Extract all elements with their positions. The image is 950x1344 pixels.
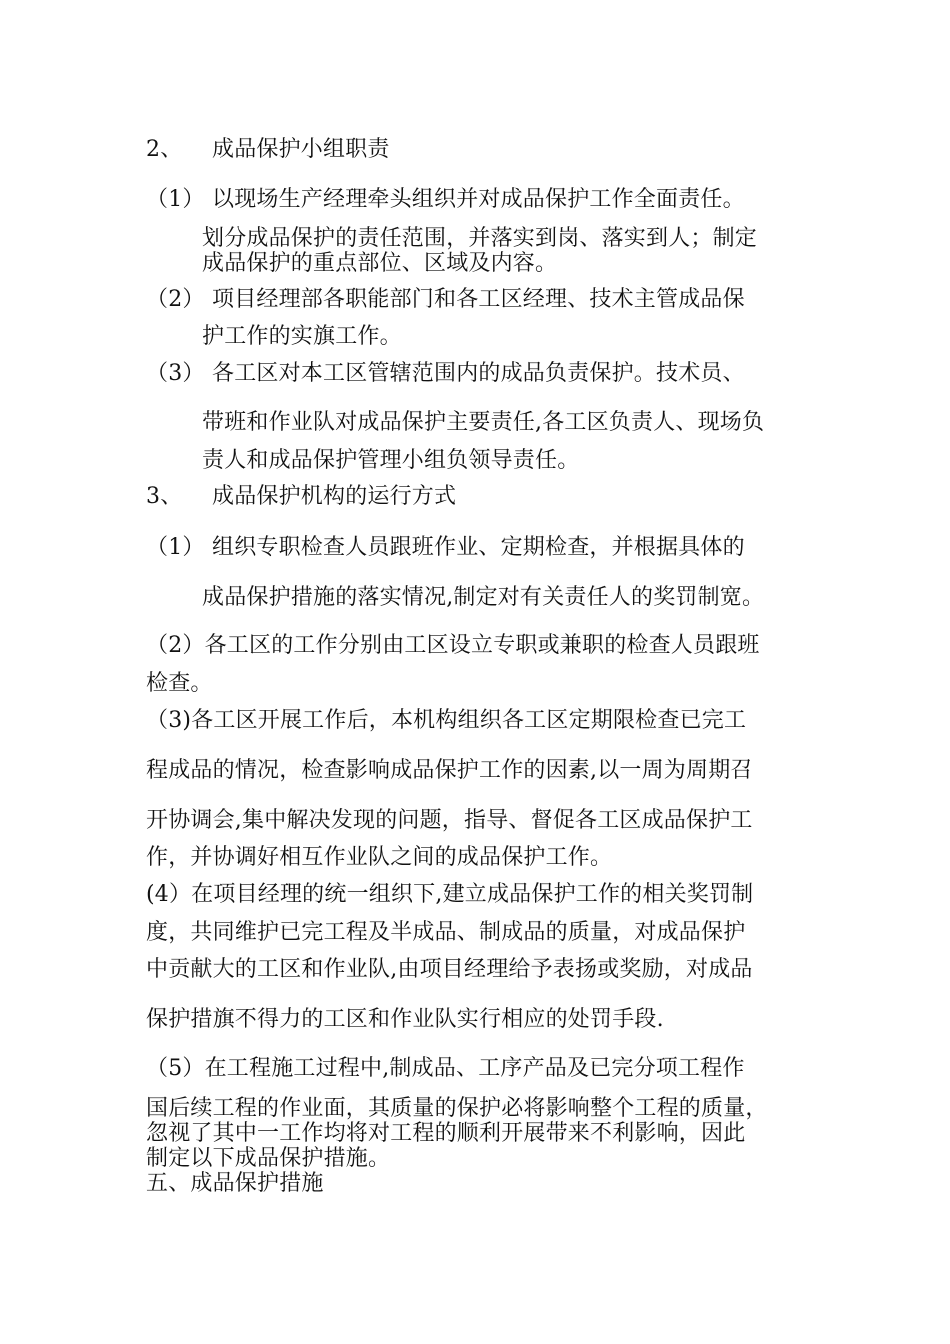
line-text: 各工区对本工区管辖范围内的成品负责保护。技术员、 xyxy=(212,361,745,386)
item-number: （1） xyxy=(146,187,205,212)
paragraph-line xyxy=(146,187,745,213)
paragraph-line: 护工作的实旗工作。 xyxy=(202,324,402,349)
paragraph-line: 带班和作业队对成品保护主要责任,各工区负责人、现场负 xyxy=(202,410,765,435)
paragraph-line: （2）各工区的工作分别由工区设立专职或兼职的检查人员跟班 xyxy=(146,633,760,658)
paragraph-line: 中贡献大的工区和作业队,由项目经理给予表扬或奖励，对成品 xyxy=(146,957,753,982)
paragraph-line: 保护措旗不得力的工区和作业队实行相应的处罚手段. xyxy=(146,1007,664,1032)
item-number: （2） xyxy=(146,287,205,312)
paragraph-line: 作，并协调好相互作业队之间的成品保护工作。 xyxy=(146,845,613,870)
line-text: 项目经理部各职能部门和各工区经理、技术主管成品保 xyxy=(212,287,745,312)
section-number: 3、 xyxy=(146,484,183,509)
item-number: （1） xyxy=(146,535,205,560)
paragraph-line: 责人和成品保护管理小组负领导责任。 xyxy=(202,448,580,473)
section-heading-3 xyxy=(146,484,456,510)
paragraph-line: 成品保护措施的落实情况,制定对有关责任人的奖罚制宽。 xyxy=(202,585,765,610)
paragraph-line xyxy=(146,361,745,387)
chapter-heading: 五、成品保护措施 xyxy=(146,1171,324,1196)
paragraph-line: （3)各工区开展工作后，本机构组织各工区定期限检查已完工 xyxy=(146,708,747,733)
line-text: 以现场生产经理牵头组织并对成品保护工作全面责任。 xyxy=(212,187,745,212)
paragraph-line xyxy=(146,287,745,313)
section-heading-2 xyxy=(146,137,390,163)
paragraph-line: (4）在项目经理的统一组织下,建立成品保护工作的相关奖罚制 xyxy=(146,882,754,907)
paragraph-line: 开协调会,集中解决发现的问题，指导、督促各工区成品保护工 xyxy=(146,808,753,833)
section-title: 成品保护机构的运行方式 xyxy=(212,484,457,509)
section-number: 2、 xyxy=(146,137,183,162)
paragraph-line: 成品保护的重点部位、区域及内容。 xyxy=(202,251,558,276)
paragraph-line: 程成品的情况，检查影响成品保护工作的因素,以一周为周期召 xyxy=(146,758,753,783)
paragraph-line: 忽视了其中一工作均将对工程的顺利开展带来不利影响，因此 xyxy=(146,1121,746,1146)
paragraph-line: 划分成品保护的责任范围，并落实到岗、落实到人；制定 xyxy=(202,226,758,251)
paragraph-line: 检查。 xyxy=(146,671,213,696)
line-text: 组织专职检查人员跟班作业、定期检查，并根据具体的 xyxy=(212,535,745,560)
paragraph-line xyxy=(146,535,745,561)
paragraph-line: 制定以下成品保护措施。 xyxy=(146,1146,391,1171)
paragraph-line: 度，共同维护已完工程及半成品、制成品的质量，对成品保护 xyxy=(146,920,746,945)
paragraph-line: （5）在工程施工过程中,制成品、工序产品及已完分项工程作 xyxy=(146,1056,745,1081)
paragraph-line: 国后续工程的作业面，其质量的保护必将影响整个工程的质量， xyxy=(146,1096,768,1121)
section-title: 成品保护小组职责 xyxy=(212,137,390,162)
item-number: （3） xyxy=(146,361,205,386)
